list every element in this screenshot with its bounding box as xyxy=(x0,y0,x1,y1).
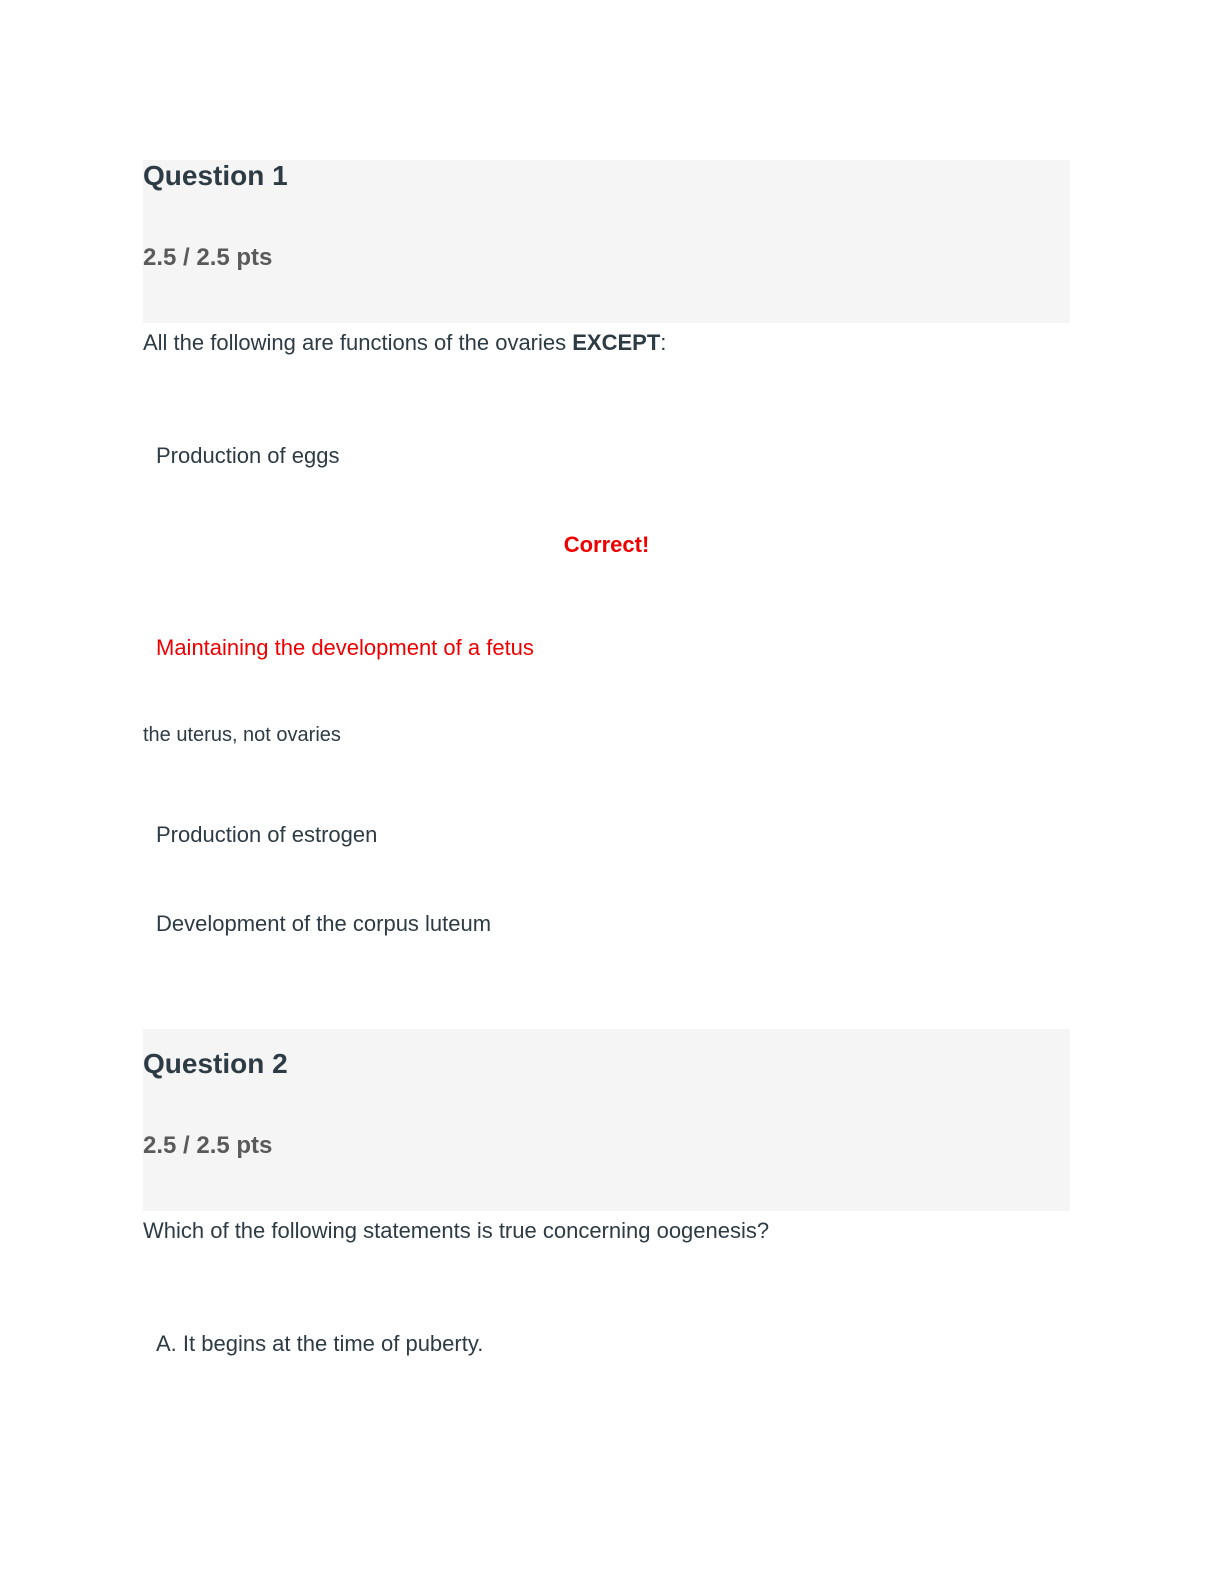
question-1-answer-4[interactable]: Development of the corpus luteum xyxy=(156,911,492,936)
question-1-title: Question 1 xyxy=(143,160,288,191)
question-2-points: 2.5 / 2.5 pts xyxy=(143,1132,273,1159)
question-1-points: 2.5 / 2.5 pts xyxy=(143,244,273,271)
question-2-answer-1[interactable]: A. It begins at the time of puberty. xyxy=(156,1331,484,1356)
question-1-answer-3[interactable]: Production of estrogen xyxy=(156,822,378,847)
question-1-text-start: All the following are functions of the ovaries xyxy=(143,330,573,355)
question-2-text: Which of the following statements is true concerning oogenesis? xyxy=(143,1218,770,1243)
answer-comment: the uterus, not ovaries xyxy=(143,724,341,746)
question-2-title: Question 2 xyxy=(143,1048,288,1079)
question-1-text xyxy=(143,330,666,356)
question-1-text-emphasis: EXCEPT xyxy=(572,330,661,355)
question-1-answer-2[interactable]: Maintaining the development of a fetus xyxy=(156,635,534,660)
question-1-answer-1[interactable]: Production of eggs xyxy=(156,443,340,468)
correct-answer-label: Correct! xyxy=(563,532,650,557)
question-1-text-end: : xyxy=(660,330,667,355)
